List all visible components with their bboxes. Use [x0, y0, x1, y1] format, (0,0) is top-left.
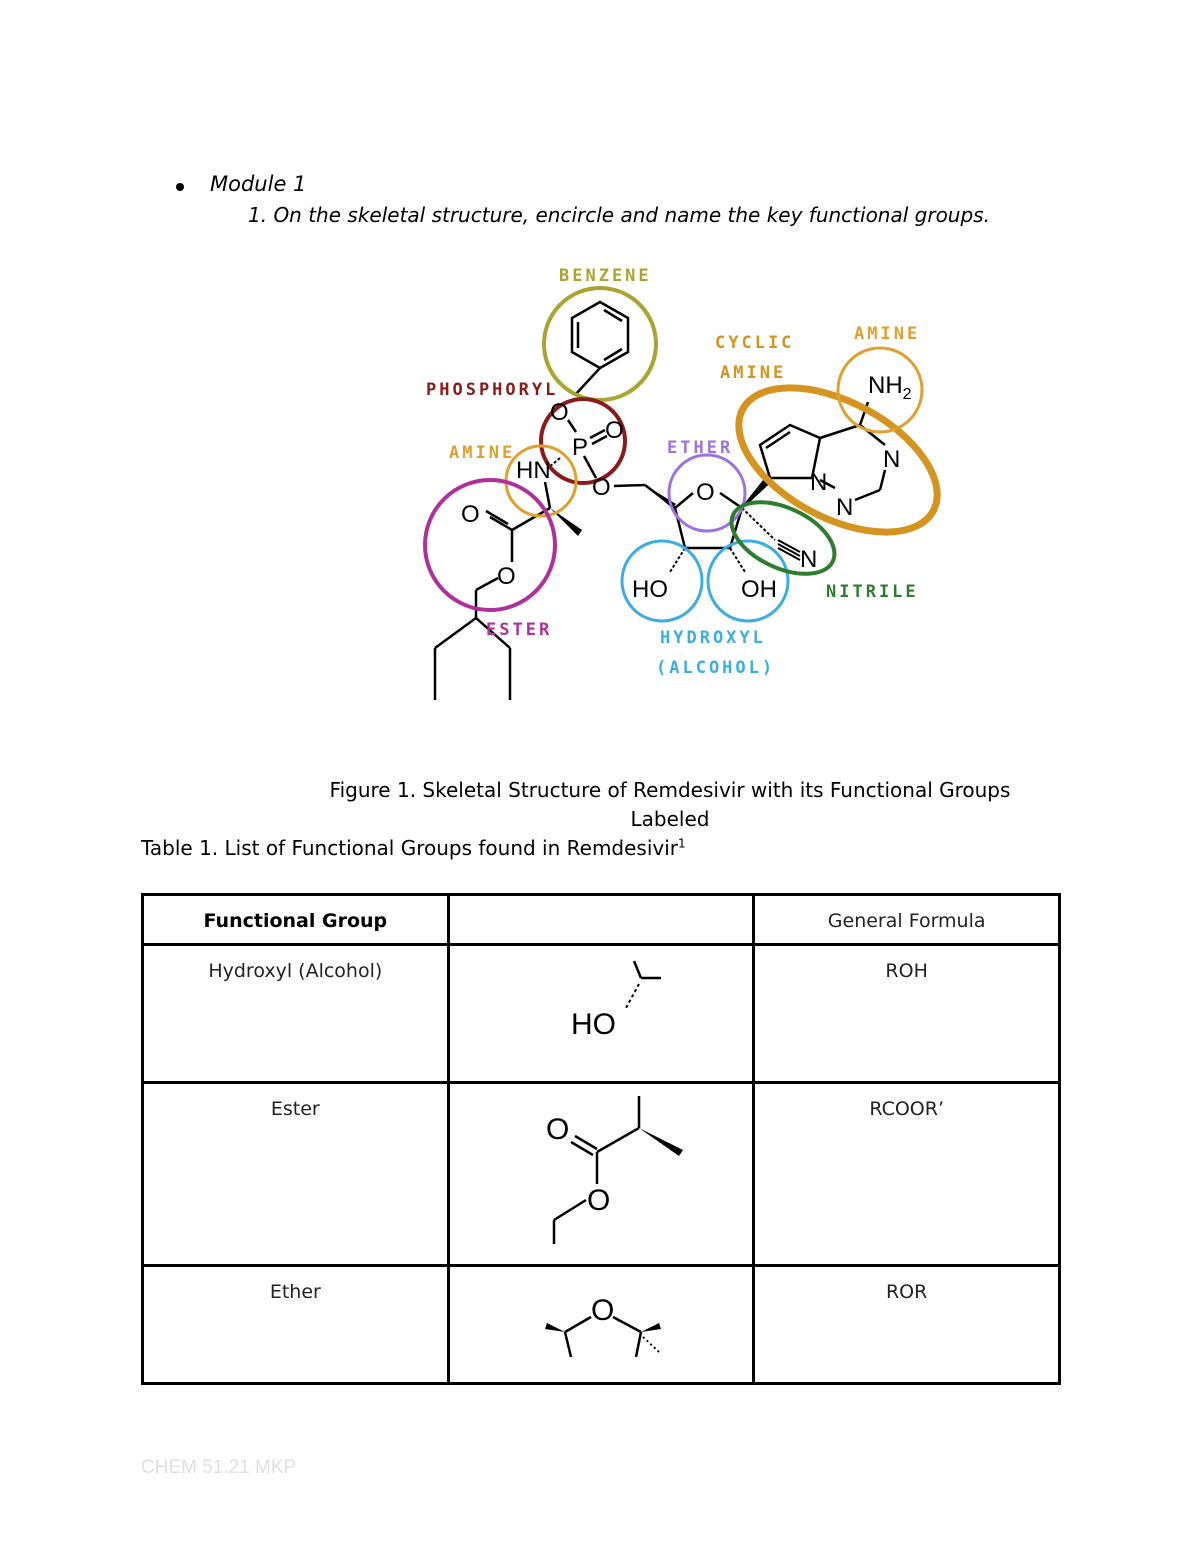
ester-structure [448, 1083, 754, 1266]
cell-formula-roh: ROH [754, 945, 1060, 1083]
table-row [143, 945, 1060, 1083]
ho-label: HO [632, 576, 668, 603]
o-atom-5: O [497, 563, 516, 590]
ester-structure-drawing [451, 1084, 751, 1259]
cyclic-amine-circle [715, 358, 950, 562]
cell-formula-ror: ROR [754, 1266, 1060, 1384]
figure-caption: Figure 1. Skeletal Structure of Remdesivir with its Functional Groups Labeled [329, 778, 1011, 831]
functional-groups-table [141, 893, 1061, 1385]
label-phosphoryl: PHOSPHORYL [426, 380, 559, 400]
nitrile-circle [720, 488, 845, 589]
table-title: Table 1. List of Functional Groups found in Remdesivir$^1$ [141, 836, 686, 860]
cell-group-ether: Ether [143, 1266, 449, 1384]
o-atom-1: O [550, 399, 569, 426]
oh-label: OH [741, 576, 777, 603]
label-amine-left: AMINE [449, 443, 516, 463]
label-ester: ESTER [486, 620, 553, 640]
question-text: 1. On the skeletal structure, encircle and name the key functional groups. [248, 203, 990, 227]
label-nitrile: NITRILE [826, 582, 919, 602]
label-ether: ETHER [667, 438, 734, 458]
ether-o-label: O [590, 1294, 615, 1327]
label-benzene: BENZENE [559, 266, 652, 286]
ether-structure-drawing [451, 1267, 751, 1377]
header-general-formula: General Formula [754, 895, 1060, 945]
cell-group-hydroxyl: Hydroxyl (Alcohol) [143, 945, 449, 1083]
ether-structure [448, 1266, 754, 1384]
module-title: Module 1 [210, 172, 307, 196]
remdesivir-figure [410, 255, 950, 705]
o-atom-4: O [461, 501, 480, 528]
label-cyclic: CYCLIC [715, 333, 795, 353]
n-atom-3: N [836, 494, 854, 521]
ester-circle [425, 480, 555, 610]
o-atom-2: O [605, 417, 624, 444]
benzene-ring [572, 302, 628, 395]
header-structure [448, 895, 754, 945]
label-cyclic-amine: AMINE [720, 363, 787, 383]
n-atom-2: N [883, 446, 901, 473]
header-functional-group: Functional Group [143, 895, 449, 945]
hydroxyl-structure-drawing [451, 946, 751, 1076]
ester-o-carbonyl: O [545, 1113, 570, 1146]
cell-formula-rcoor: RCOOR’ [754, 1083, 1060, 1266]
ho-structure-label: HO [570, 1008, 616, 1041]
n-atom-1: N [810, 469, 828, 496]
benzene-circle [544, 288, 656, 400]
n-atom-nitrile: N [800, 546, 818, 573]
o-atom-3: O [592, 474, 611, 501]
label-amine-right: AMINE [854, 324, 921, 344]
table-row [143, 1266, 1060, 1384]
hn-atom: HN [516, 457, 551, 484]
o-atom-ring: O [696, 479, 715, 506]
ester-o-alkoxy: O [586, 1184, 611, 1217]
nh2-label: $NH_2$ [868, 372, 912, 403]
footer-watermark: CHEM 51.21 MKP [141, 1457, 297, 1478]
table-header-row [143, 895, 1060, 945]
p-atom: P [572, 434, 589, 461]
hydroxyl-structure [448, 945, 754, 1083]
label-alcohol: (ALCOHOL) [656, 658, 776, 678]
label-hydroxyl: HYDROXYL [660, 628, 766, 648]
cell-group-ester: Ester [143, 1083, 449, 1266]
table-row [143, 1083, 1060, 1266]
bullet-dot [176, 183, 184, 191]
